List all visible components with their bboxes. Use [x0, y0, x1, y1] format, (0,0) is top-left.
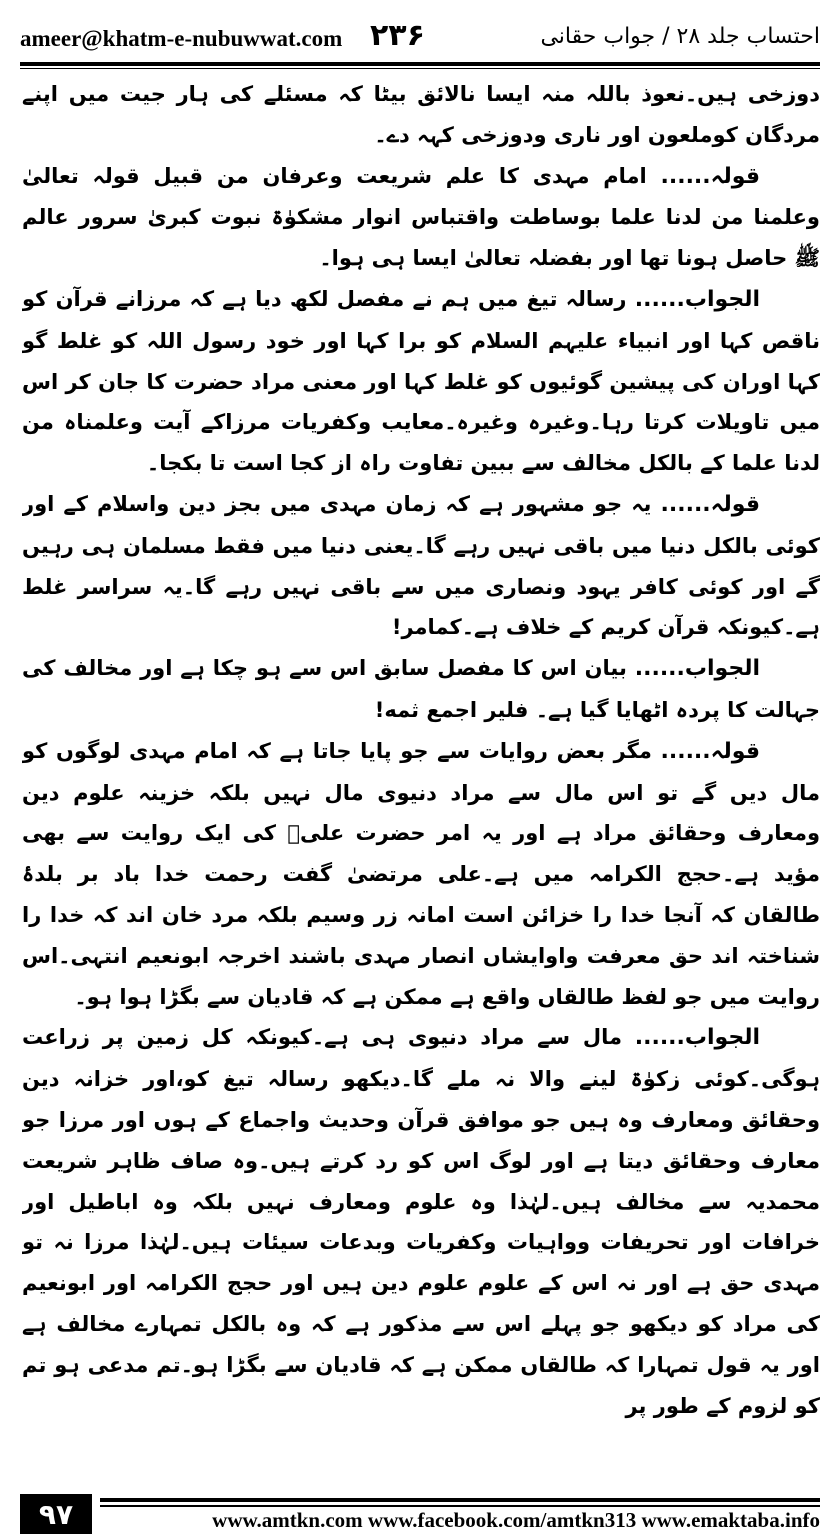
paragraph [22, 74, 820, 156]
paragraph [22, 731, 820, 1018]
footer-rule-thin [100, 1505, 820, 1507]
header-rule-thin [20, 68, 820, 69]
paragraph [22, 279, 820, 484]
arabic-phrase: فلیر اجمع ثمه! [374, 697, 529, 722]
email-address: ameer@khatm-e-nubuwwat.com [20, 26, 343, 51]
paragraph-label: قولہ...... [660, 491, 761, 517]
book-title: احتساب جلد ۲۸ / جواب حقانی [540, 24, 820, 49]
paragraph-label: الجواب...... [634, 286, 760, 312]
footer-page-box: ۹۷ [20, 1494, 92, 1534]
paragraph-text: امام مہدی کا علم شریعت وعرفان من قبیل قولہ تعالیٰ وعلمنا من لدنا علما بوساطت واقتباس انوار مشکوٰۃ نبوت کبریٰ سرور عالم ﷺ حاصل ہونا تھا اور بفضلہ تعالیٰ ایسا ہی ہوا۔ [22, 163, 820, 271]
paragraph-label: قولہ...... [660, 163, 760, 189]
paragraph [22, 484, 820, 648]
page-footer [20, 1494, 820, 1534]
footer-links[interactable]: www.amtkn.com www.facebook.com/amtkn313 www.emaktaba.info [212, 1508, 820, 1532]
paragraph-label: قولہ...... [660, 738, 760, 764]
paragraph [22, 1017, 820, 1426]
paragraph-text: دوزخی ہیں۔نعوذ باللہ منہ ایسا نالائق بیٹا کہ مسئلے کی ہار جیت میں اپنے مردگان کوملعون اور ناری ودوزخی کہہ دے۔ [22, 82, 820, 147]
paragraph-text: یہ جو مشہور ہے کہ زمان مہدی میں بجز دین واسلام کے اور کوئی بالکل دنیا میں باقی نہیں رہے گا۔یعنی دنیا میں فقط مسلمان ہی رہیں گے اور کوئی کافر یہود ونصاری میں سے باقی نہیں رہے گا۔یہ سراسر غلط ہے۔کیونکہ قرآن کریم کے خلاف ہے۔کمامر! [22, 491, 820, 640]
paragraph-text: مگر بعض روایات سے جو پایا جاتا ہے کہ امام مہدی لوگوں کو مال دیں گے تو اس مال سے مراد دنیوی مال نہیں بلکہ خزینہ علوم دین ومعارف وحقائق مراد ہے اور یہ امر حضرت علیؓ کی ایک روایت سے بھی مؤید ہے۔حجج الکرامہ میں ہے۔علی مرتضیٰ گفت رحمت خدا باد بر بلدۂ طالقان کہ آنجا خدا را خزائن است امانہ زر وسیم بلکہ مرد خان اند کہ خدا را شناختہ اند حق معرفت واوایشاں انصار مہدی باشند اخرجہ ابونعیم انتہی۔اس روایت میں جو لفظ طالقاں واقع ہے ممکن ہے کہ قادیان سے بگڑا ہوا ہو۔ [22, 738, 820, 1009]
paragraph-text: مال سے مراد دنیوی ہی ہے۔کیونکہ کل زمین پر زراعت ہوگی۔کوئی زکوٰۃ لینے والا نہ ملے گا۔دیکھو رسالہ تیغ کو،اور خزانہ دین وحقائق ومعارف وہ ہیں جو موافق قرآن وحدیث واجماع کے ہوں اور مرزا جو معارف وحقائق دیتا ہے اور لوگ اس کو رد کرتے ہیں۔وہ صاف ظاہر شریعت محمدیہ سے مخالف ہیں۔لہٰذا وہ علوم ومعارف نہیں بلکہ وہ اباطیل اور خرافات اور تحریفات وواہیات وکفریات وبدعات سیئات ہیں۔لہٰذا مرزا نہ تو مہدی حق ہے اور نہ اس کے علوم علوم دین ہیں اور حجج الکرامہ اور ابونعیم کی مراد کو دیکھو جو پہلے اس سے مذکور ہے کہ وہ بالکل تمہارے مخالف ہے اور یہ قول تمہارا کہ طالقاں ممکن ہے کہ قادیان سے بگڑا ہو۔تم مدعی ہو تم کو لزوم کے طور پر [22, 1025, 820, 1418]
paragraph [22, 648, 820, 731]
paragraph-label: الجواب...... [634, 656, 760, 682]
page-number: ۲۳۶ [370, 18, 425, 53]
page-body [22, 74, 820, 1484]
paragraph-text: رسالہ تیغ میں ہم نے مفصل لکھ دیا ہے کہ مرزانے قرآن کو ناقص کہا اور انبیاء علیہم السلام کو برا کہا اور خود رسول اللہ کو غلط گو کہا اوران کی پیشین گوئیوں کو غلط کہا اور معنی مراد حضرت کا جان کر اس میں تاویلات کرتا رہا۔وغیرہ وغیرہ۔معایب وکفریات مرزاکے آیت وعلمناہ من لدنا علما کے بالکل مخالف سے ببین تفاوت راہ از کجا است تا بکجا۔ [22, 286, 820, 476]
page-header [20, 14, 820, 64]
header-rule [20, 62, 820, 66]
paragraph [22, 156, 820, 279]
paragraph-label: الجواب...... [634, 1025, 760, 1051]
footer-rule [100, 1498, 820, 1502]
paragraph-text: بیان اس کا مفصل سابق اس سے ہو چکا ہے اور مخالف کی جہالت کا پردہ اٹھایا گیا ہے۔ [22, 656, 820, 722]
